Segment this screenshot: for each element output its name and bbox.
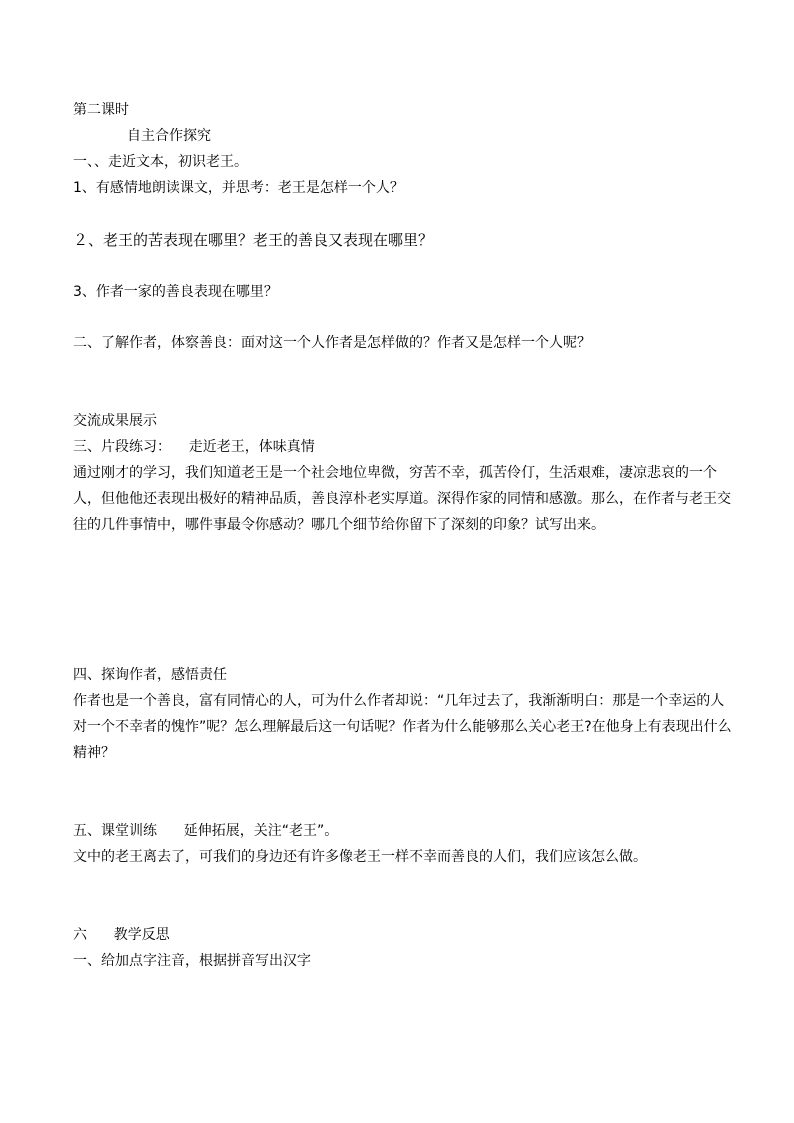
- section-4-title: 四、探询作者，感悟责任: [73, 667, 227, 683]
- question-1: 1、有感情地朗读课文，并思考：老王是怎样一个人？: [73, 180, 404, 196]
- results-heading: 交流成果展示: [73, 413, 157, 429]
- section-5-body: 文中的老王离去了，可我们的身边还有许多像老王一样不幸而善良的人们，我们应该怎么做。: [73, 849, 647, 865]
- question-2: ２、老王的苦表现在哪里？老王的善良又表现在哪里？: [73, 231, 434, 249]
- section-4-body: 作者也是一个善良，富有同情心的人，可为什么作者却说：“几年过去了，我渐渐明白：那是一个幸运的人对一个不幸者的愧怍”呢？怎么理解最后这一句话呢？作者为什么能够那么关心老王?在他身上有表现出什么精神？: [73, 693, 732, 761]
- question-3: 3、作者一家的善良表现在哪里？: [73, 284, 278, 300]
- section-1-title: 一、、走近文本，初识老王。: [73, 154, 248, 170]
- exercise-1-title: 一、给加点字注音，根据拼音写出汉字: [73, 953, 311, 969]
- section-3-title: 三、片段练习： 走近老王，体味真情: [73, 439, 315, 455]
- lesson-title: 第二课时: [73, 102, 129, 118]
- activity-heading: 自主合作探究: [127, 128, 211, 144]
- section-5-title: 五、课堂训练 延伸拓展，关注“老王”。: [73, 823, 339, 839]
- section-2-title: 二、了解作者，体察善良：面对这一个人作者是怎样做的？作者又是怎样一个人呢？: [73, 335, 591, 351]
- section-6-title: 六 教学反思: [73, 927, 170, 943]
- section-3-body: 通过刚才的学习，我们知道老王是一个社会地位卑微，穷苦不幸，孤苦伶仃，生活艰难，凄凉悲哀的一个人，但他他还表现出极好的精神品质，善良淳朴老实厚道。深得作家的同情和感激。那么，在作者与老王交往的几件事情中，哪件事最令你感动？哪几个细节给你留下了深刻的印象？试写出来。: [73, 465, 731, 533]
